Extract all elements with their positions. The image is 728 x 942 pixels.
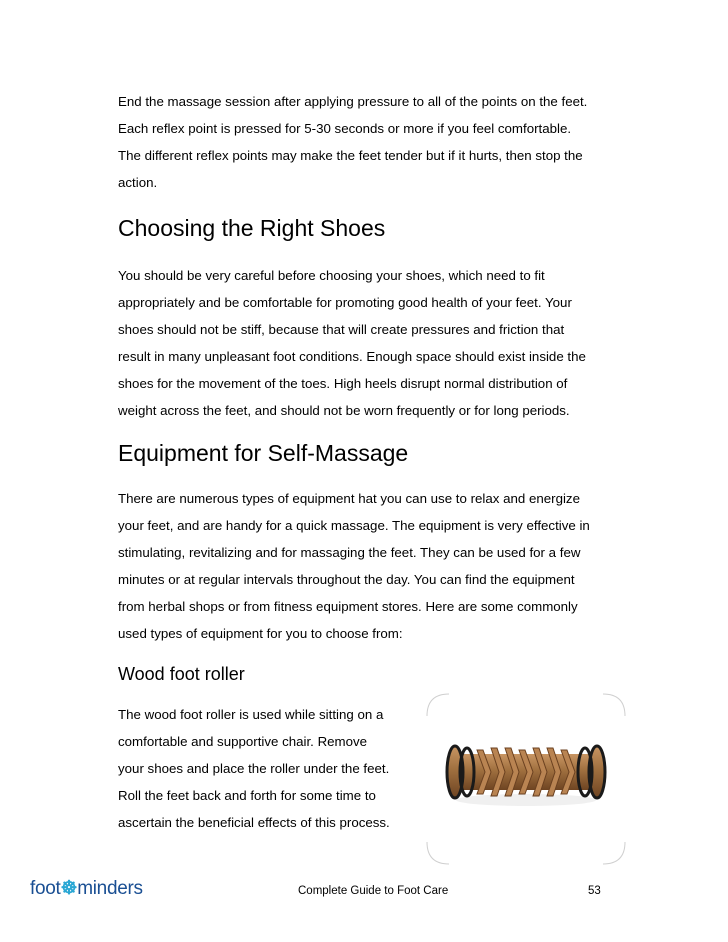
- section-heading-equipment: Equipment for Self-Massage: [118, 440, 409, 466]
- page-number: 53: [588, 885, 601, 897]
- shoes-paragraph: [118, 262, 638, 424]
- text-line: Each reflex point is pressed for 5-30 seconds or more if you feel comfortable.: [118, 121, 572, 136]
- text-line: action.: [118, 175, 158, 190]
- text-line: your feet, and are handy for a quick massage. The equipment is very effective in: [118, 518, 590, 533]
- text-line: There are numerous types of equipment hat you can use to relax and energize: [118, 491, 580, 506]
- text-line: weight across the feet, and should not be worn frequently or for long periods.: [118, 403, 570, 418]
- text-line: shoes for the movement of the toes. High heels disrupt normal distribution of: [118, 376, 568, 391]
- text-line: used types of equipment for you to choose from:: [118, 626, 403, 641]
- text-line: appropriately and be comfortable for promoting good health of your feet. Your: [118, 295, 572, 310]
- text-line: result in many unpleasant foot conditions. Enough space should exist inside the: [118, 349, 586, 364]
- text-line: The wood foot roller is used while sitting on a: [118, 707, 384, 722]
- text-line: Roll the feet back and forth for some time to: [118, 788, 376, 803]
- text-line: The different reflex points may make the feet tender but if it hurts, then stop the: [118, 148, 583, 163]
- section-heading-shoes: Choosing the Right Shoes: [118, 215, 386, 241]
- wood-roller-illustration: [425, 692, 627, 866]
- text-line: shoes should not be stiff, because that will create pressures and friction that: [118, 322, 565, 337]
- subheading-wood-foot-roller: Wood foot roller: [118, 664, 245, 684]
- text-line: End the massage session after applying pressure to all of the points on the feet.: [118, 94, 588, 109]
- footminders-logo: foot☸minders: [30, 878, 143, 899]
- roller-paragraph: [118, 701, 418, 836]
- text-line: your shoes and place the roller under the feet.: [118, 761, 390, 776]
- intro-paragraph: [118, 88, 638, 196]
- logo-figure-icon: ☸: [60, 878, 78, 899]
- text-line: from herbal shops or from fitness equipment stores. Here are some commonly: [118, 599, 578, 614]
- text-line: comfortable and supportive chair. Remove: [118, 734, 368, 749]
- wood-foot-roller-image: [425, 692, 627, 866]
- equipment-paragraph: [118, 485, 638, 647]
- text-line: You should be very careful before choosing your shoes, which need to fit: [118, 268, 545, 283]
- footer-title: Complete Guide to Foot Care: [298, 885, 449, 897]
- text-line: ascertain the beneficial effects of this process.: [118, 815, 390, 830]
- text-line: stimulating, revitalizing and for massaging the feet. They can be used for a few: [118, 545, 581, 560]
- text-line: minutes or at regular intervals throughout the day. You can find the equipment: [118, 572, 575, 587]
